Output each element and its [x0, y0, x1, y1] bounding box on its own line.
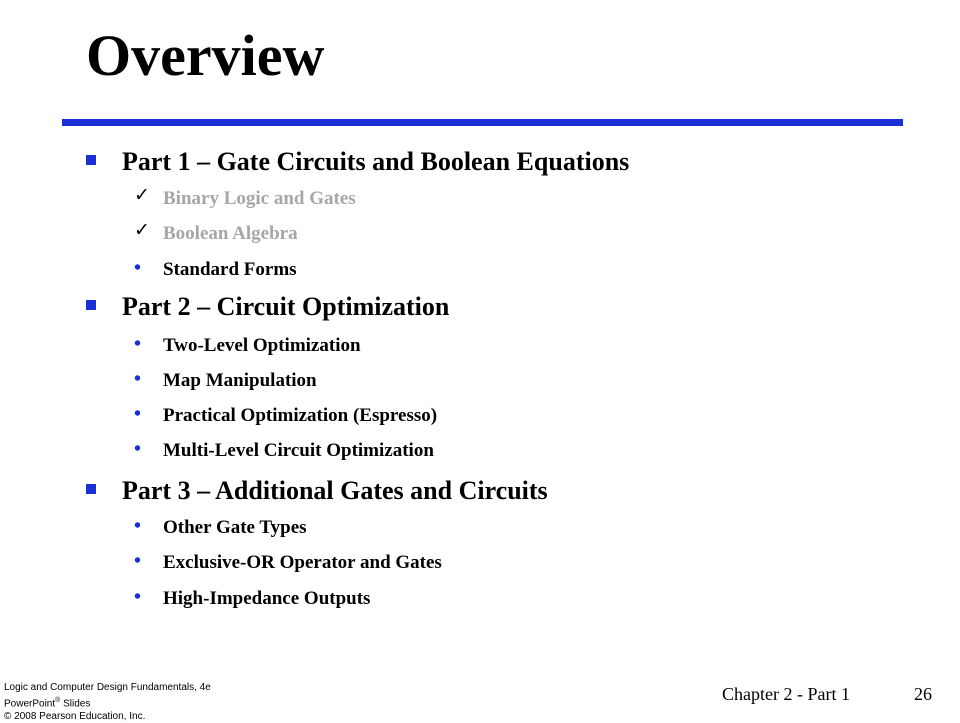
- bullet-icon: •: [134, 333, 142, 355]
- outline-item-text: Two-Level Optimization: [163, 335, 361, 356]
- outline-item: [0, 588, 960, 618]
- bullet-icon: •: [134, 550, 142, 572]
- outline-item: [0, 184, 960, 218]
- outline-item: [0, 440, 960, 470]
- outline-item-text: Practical Optimization (Espresso): [163, 405, 438, 426]
- outline-item-text: Boolean Algebra: [163, 223, 298, 244]
- outline-item: [0, 147, 960, 177]
- footer-slides-line: PowerPoint® Slides: [4, 697, 91, 710]
- outline-item: [0, 370, 960, 400]
- page-number: 26: [914, 684, 932, 704]
- footer-book-title: Logic and Computer Design Fundamentals, 4e: [4, 682, 211, 693]
- outline-item-text: Part 1 – Gate Circuits and Boolean Equations: [122, 147, 630, 176]
- footer-credits: [4, 681, 211, 723]
- bullet-icon: •: [134, 438, 142, 460]
- outline-item-text: Binary Logic and Gates: [163, 188, 356, 209]
- outline-item: [0, 405, 960, 435]
- title-divider: [62, 119, 903, 126]
- footer-chapter: Chapter 2 - Part 1: [722, 684, 850, 704]
- outline-item-text: Map Manipulation: [163, 370, 317, 391]
- outline-item: [0, 292, 960, 322]
- bullet-icon: •: [134, 368, 142, 390]
- outline-item-text: Other Gate Types: [163, 517, 307, 538]
- outline-item: [0, 517, 960, 547]
- bullet-icon: •: [134, 586, 142, 608]
- checkmark-icon: ✓: [134, 184, 150, 206]
- square-bullet-icon: [86, 155, 96, 165]
- checkmark-icon: ✓: [134, 219, 150, 241]
- outline-item: [0, 219, 960, 253]
- outline-item-text: Standard Forms: [163, 259, 297, 280]
- outline-item-text: Multi-Level Circuit Optimization: [163, 440, 434, 461]
- outline-item: [0, 552, 960, 582]
- outline-item-text: Part 2 – Circuit Optimization: [122, 292, 450, 321]
- outline-item: [0, 335, 960, 365]
- outline-item-text: Exclusive-OR Operator and Gates: [163, 552, 442, 573]
- outline-item: [0, 259, 960, 289]
- square-bullet-icon: [86, 300, 96, 310]
- slide-title: Overview: [86, 23, 325, 88]
- square-bullet-icon: [86, 484, 96, 494]
- outline-item-text: High-Impedance Outputs: [163, 588, 371, 609]
- bullet-icon: •: [134, 257, 142, 279]
- outline-item-text: Part 3 – Additional Gates and Circuits: [122, 476, 548, 505]
- bullet-icon: •: [134, 403, 142, 425]
- outline-item: [0, 476, 960, 506]
- footer-copyright: © 2008 Pearson Education, Inc.: [4, 711, 146, 723]
- bullet-icon: •: [134, 515, 142, 537]
